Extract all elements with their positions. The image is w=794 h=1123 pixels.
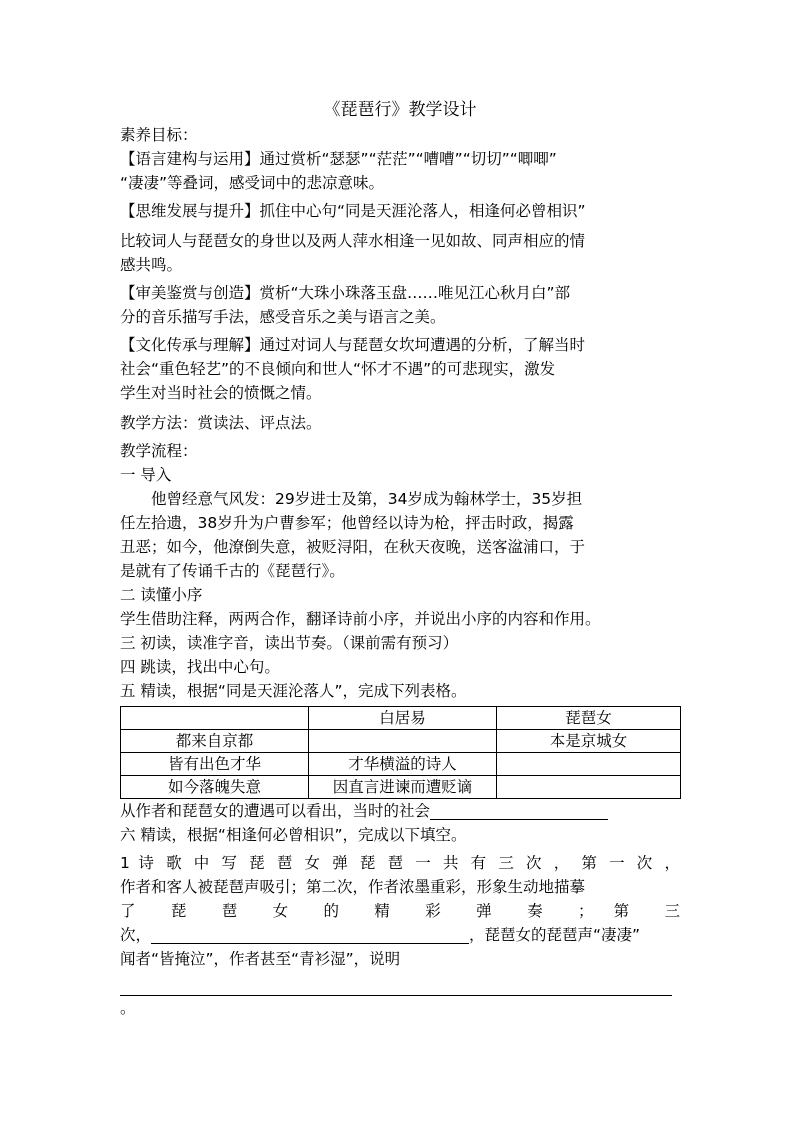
step2-heading: 二 读懂小序 xyxy=(120,586,203,604)
society-fill-line: 从作者和琵琶女的遭遇可以看出，当时的社会 xyxy=(120,799,680,823)
table-cell: 皆有出色才华 xyxy=(121,753,309,776)
q1-line1: 1 诗 歌 中 写 琵 琶 女 弹 琵 琶 一 共 有 三 次 ， 第 一 次 ， xyxy=(120,854,680,872)
goal-thinking-cont2: 感共鸣。 xyxy=(120,256,183,274)
step5-text: 五 精读，根据“同是天涯沦落人”，完成下列表格。 xyxy=(120,682,467,700)
comparison-table xyxy=(120,706,681,799)
step2-text: 学生借助注释，两两合作，翻译诗前小序，并说出小序的内容和作用。 xyxy=(120,610,601,628)
table-row xyxy=(121,753,681,776)
step1-line: 是就有了传诵千古的《琵琶行》。 xyxy=(120,562,345,580)
goal-culture-cont: 社会“重色轻艺”的不良倾向和世人“怀才不遇”的可悲现实，激发 xyxy=(120,360,556,378)
goal-language-cont: “凄凄”等叠词，感受词中的悲凉意味。 xyxy=(120,174,385,192)
q1-line5: 闻者“皆掩泣”，作者甚至“青衫湿”，说明 xyxy=(120,950,401,968)
goals-heading: 素养目标： xyxy=(120,126,198,144)
table-header-cell: 白居易 xyxy=(309,707,497,730)
table-row xyxy=(121,730,681,753)
teaching-methods: 教学方法：赏读法、评点法。 xyxy=(120,414,322,432)
step4-text: 四 跳读，找出中心句。 xyxy=(120,658,280,676)
step1-line: 他曾经意气风发：29岁进士及第，34岁成为翰林学士，35岁担 xyxy=(151,490,583,508)
step6-text: 六 精读，根据“相逢何必曾相识”，完成以下填空。 xyxy=(120,826,467,844)
goal-thinking-cont: 比较词人与琵琶女的身世以及两人萍水相逢一见如故、同声相应的情 xyxy=(120,232,586,250)
step1-heading: 一 导入 xyxy=(120,466,172,484)
table-header-cell xyxy=(121,707,309,730)
goal-aesthetic: 【审美鉴赏与创造】赏析“大珠小珠落玉盘……唯见江心秋月白”部 xyxy=(120,284,571,302)
step1-line: 任左拾遗，38岁升为户曹参军；他曾经以诗为枪，抨击时政，揭露 xyxy=(120,514,574,532)
q1-line3: 了 琵 琶 女 的 精 彩 弹 奏 ； 第 三 xyxy=(120,902,680,920)
table-cell: 因直言进谏而遭贬谪 xyxy=(309,776,497,799)
fill-blank[interactable] xyxy=(430,801,608,820)
step3-text: 三 初读，读准字音，读出节奏。（课前需有预习） xyxy=(120,634,459,652)
table-row xyxy=(121,776,681,799)
table-cell xyxy=(497,753,681,776)
answer-blank-line[interactable] xyxy=(120,971,672,996)
table-cell: 本是京城女 xyxy=(497,730,681,753)
goal-culture-cont2: 学生对当时社会的愤慨之情。 xyxy=(120,384,322,402)
goal-thinking: 【思维发展与提升】抓住中心句“同是天涯沦落人，相逢何必曾相识” xyxy=(120,202,586,220)
goal-culture: 【文化传承与理解】通过对词人与琵琶女坎坷遭遇的分析，了解当时 xyxy=(120,336,586,354)
table-cell: 都来自京都 xyxy=(121,730,309,753)
table-cell: 才华横溢的诗人 xyxy=(309,753,497,776)
table-cell xyxy=(309,730,497,753)
table-header-cell: 琵琶女 xyxy=(497,707,681,730)
table-cell: 如今落魄失意 xyxy=(121,776,309,799)
document-body xyxy=(120,98,680,1020)
q1-end-mark: 。 xyxy=(120,999,136,1017)
page-title: 《琵琶行》教学设计 xyxy=(323,100,477,120)
q1-line4: 次， ，琵琶女的琵琶声“凄凄” xyxy=(120,926,641,944)
table-header-row xyxy=(121,707,681,730)
step1-line: 丑恶；如今，他潦倒失意，被贬浔阳，在秋天夜晚，送客湓浦口，于 xyxy=(120,538,586,556)
table-cell xyxy=(497,776,681,799)
q1-line2: 作者和客人被琵琶声吸引；第二次，作者浓墨重彩，形象生动地描摹 xyxy=(120,878,586,896)
goal-aesthetic-cont: 分的音乐描写手法，感受音乐之美与语言之美。 xyxy=(120,308,446,326)
fill-blank[interactable] xyxy=(151,925,469,944)
goal-language: 【语言建构与运用】通过赏析“瑟瑟”“茫茫”“嘈嘈”“切切”“唧唧” xyxy=(120,150,557,168)
process-heading: 教学流程： xyxy=(120,442,198,460)
